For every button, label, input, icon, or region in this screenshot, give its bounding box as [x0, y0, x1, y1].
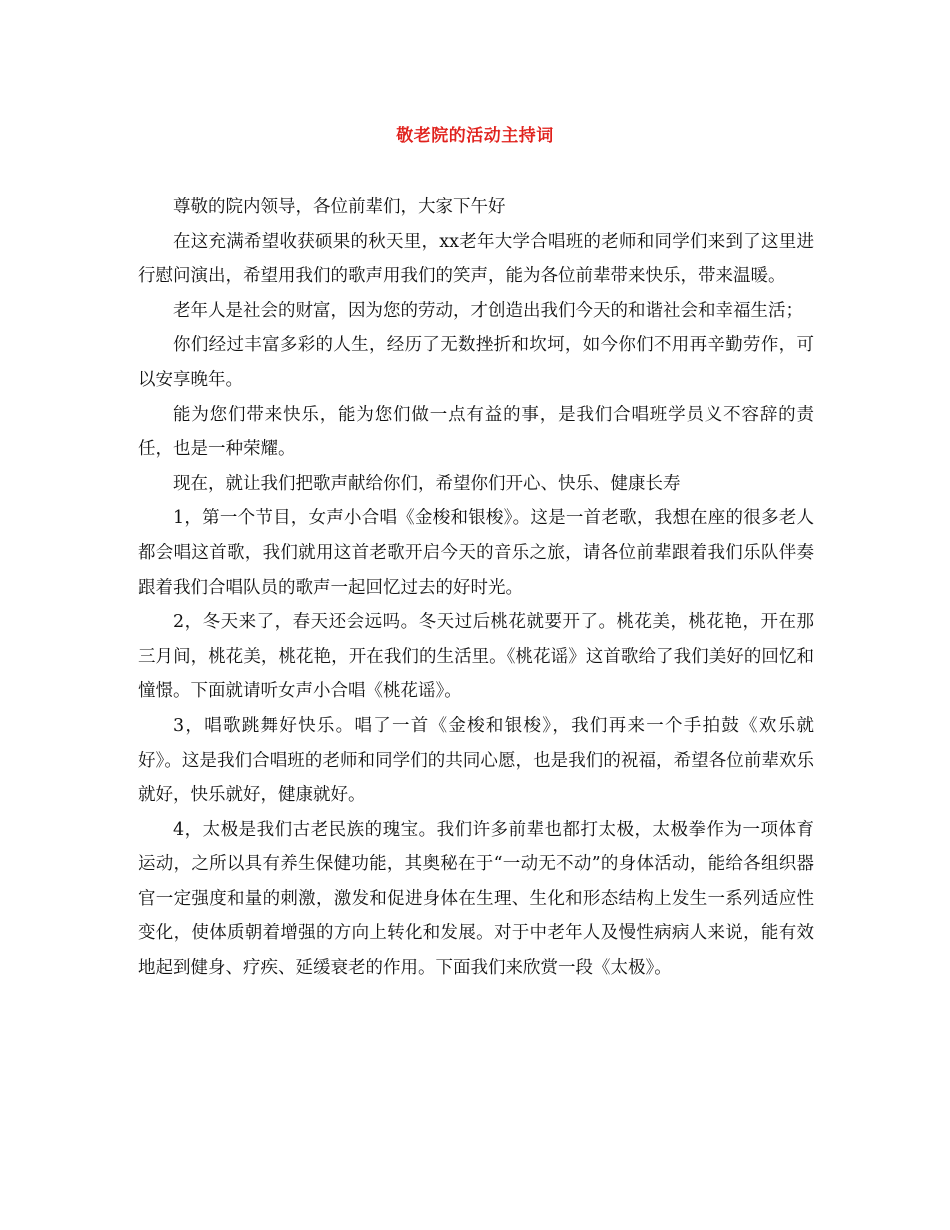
- document-body: [138, 190, 814, 986]
- paragraph-greeting: 尊敬的院内领导，各位前辈们，大家下午好: [173, 197, 506, 217]
- paragraph-intro: 在这充满希望收获硕果的秋天里，xx老年大学合唱班的老师和同学们来到了这里进行慰问演出，希望用我们的歌声用我们的笑声，能为各位前辈带来快乐，带来温暖。: [138, 231, 814, 287]
- paragraph-honor: 能为您们带来快乐，能为您们做一点有益的事，是我们合唱班学员义不容辞的责任，也是一种荣耀。: [138, 404, 814, 460]
- paragraph-dedication: 现在，就让我们把歌声献给你们，希望你们开心、快乐、健康长寿: [173, 473, 681, 494]
- paragraph-program-4: 4，太极是我们古老民族的瑰宝。我们许多前辈也都打太极，太极拳作为一项体育运动，之所以具有养生保健功能，其奥秘在于“一动无不动”的身体活动，能给各组织器官一定强度和量的刺激，激发和促进身体在生理、生化和形态结构上发生一系列适应性变化，使体质朝着增强的方向上转化和发展。对于中老年人及慢性病病人来说，能有效地起到健身、疗疾、延缓衰老的作用。下面我们来欣赏一段《太极》。: [138, 819, 814, 979]
- paragraph-program-1: 1，第一个节目，女声小合唱《金梭和银梭》。这是一首老歌，我想在座的很多老人都会唱这首歌，我们就用这首老歌开启今天的音乐之旅，请各位前辈跟着我们乐队伴奏跟着我们合唱队员的歌声一起回忆过去的好时光。: [138, 508, 814, 598]
- paragraph-program-3: 3，唱歌跳舞好快乐。唱了一首《金梭和银梭》，我们再来一个手拍鼓《欢乐就好》。这是我们合唱班的老师和同学们的共同心愿，也是我们的祝福，希望各位前辈欢乐就好，快乐就好，健康就好。: [138, 715, 814, 806]
- document-title: 敬老院的活动主持词: [396, 126, 554, 146]
- paragraph-life-experience: 你们经过丰富多彩的人生，经历了无数挫折和坎坷，如今你们不用再辛勤劳作，可以安享晚年。: [138, 335, 814, 390]
- paragraph-program-2: 2，冬天来了，春天还会远吗。冬天过后桃花就要开了。桃花美，桃花艳，开在那三月间，桃花美，桃花艳，开在我们的生活里。《桃花谣》这首歌给了我们美好的回忆和憧憬。下面就请听女声小合唱《桃花谣》。: [138, 612, 814, 702]
- paragraph-elderly-wealth: 老年人是社会的财富，因为您的劳动，才创造出我们今天的和谐社会和幸福生活；: [173, 300, 803, 321]
